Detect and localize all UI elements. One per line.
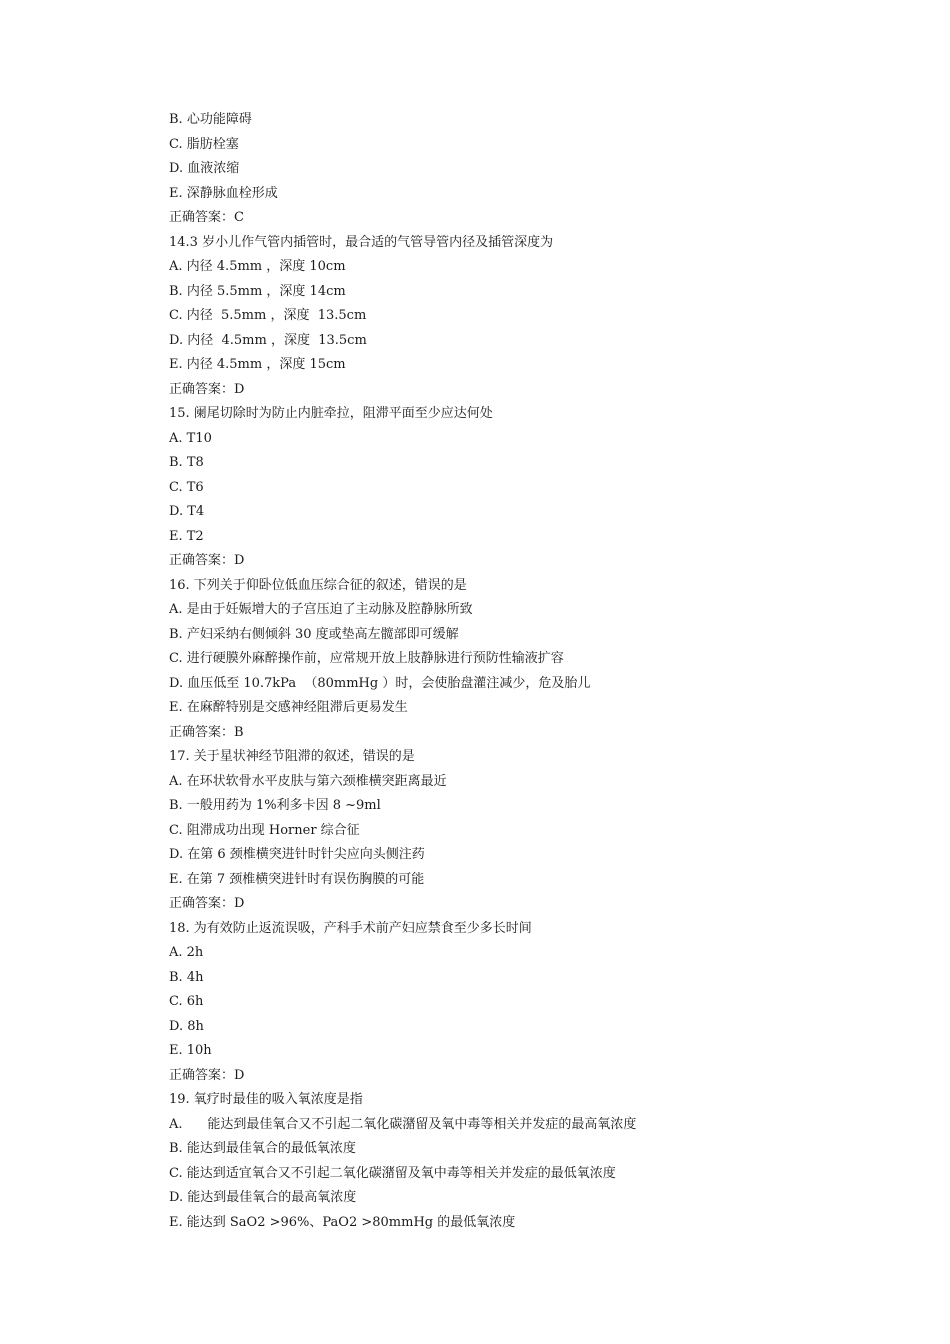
text-line: B. 一般用药为 1%利多卡因 8 ~9ml: [169, 798, 381, 813]
text-line: B. 4h: [169, 969, 204, 985]
text-line: A. 2h: [169, 945, 204, 960]
text-line: 正确答案：C: [169, 210, 244, 225]
text-line: B. 内径 5.5mm ，深度 14cm: [169, 283, 346, 299]
text-line: 正确答案：B: [169, 724, 244, 740]
text-line: E. 深静脉血栓形成: [169, 185, 278, 201]
text-line: E. 能达到 SaO2 >96%、PaO2 >80mmHg 的最低氧浓度: [169, 1214, 516, 1230]
text-line: B. 产妇采纳右侧倾斜 30 度或垫高左髋部即可缓解: [169, 626, 459, 642]
text-line: E. 在第 7 颈椎横突进针时有误伤胸膜的可能: [169, 871, 425, 887]
text-line: A. 内径 4.5mm ，深度 10cm: [169, 259, 346, 274]
text-line: E. 在麻醉特别是交感神经阻滞后更易发生: [169, 700, 408, 715]
text-line: 正确答案：D: [169, 896, 245, 911]
text-line: E. 内径 4.5mm ，深度 15cm: [169, 357, 346, 372]
text-line: C. 阻滞成功出现 Horner 综合征: [169, 822, 360, 838]
text-line: 16. 下列关于仰卧位低血压综合征的叙述，错误的是: [169, 577, 467, 593]
text-line: A. 是由于妊娠增大的子宫压迫了主动脉及腔静脉所致: [169, 602, 473, 617]
text-line: D. T4: [169, 504, 205, 519]
text-body: [169, 108, 889, 1235]
text-line: C. 进行硬膜外麻醉操作前，应常规开放上肢静脉进行预防性输液扩容: [169, 651, 564, 666]
text-line: A. 能达到最佳氧合又不引起二氧化碳潴留及氧中毒等相关并发症的最高氧浓度: [169, 1116, 637, 1132]
text-line: 正确答案：D: [169, 1067, 245, 1083]
text-line: B. 心功能障碍: [169, 112, 252, 127]
text-line: D. 血液浓缩: [169, 161, 240, 176]
text-line: D. 血压低至 10.7kPa （80mmHg ）时，会使胎盘灌注减少，危及胎儿: [169, 675, 591, 691]
text-line: E. T2: [169, 528, 204, 544]
text-line: E. 10h: [169, 1043, 212, 1058]
text-line: C. 能达到适宜氧合又不引起二氧化碳潴留及氧中毒等相关并发症的最低氧浓度: [169, 1165, 616, 1181]
text-line: B. T8: [169, 455, 204, 470]
text-line: C. 脂肪栓塞: [169, 136, 239, 152]
text-line: C. T6: [169, 479, 204, 495]
text-line: 14.3 岁小儿作气管内插管时，最合适的气管导管内径及插管深度为: [169, 234, 554, 250]
text-line: D. 能达到最佳氧合的最高氧浓度: [169, 1190, 357, 1205]
document-page: [169, 108, 889, 1235]
text-line: A. T10: [169, 430, 212, 446]
text-line: A. 在环状软骨水平皮肤与第六颈椎横突距离最近: [169, 773, 447, 789]
text-line: C. 6h: [169, 994, 204, 1009]
text-line: D. 内径 4.5mm ，深度 13.5cm: [169, 332, 367, 348]
text-line: 17. 关于星状神经节阻滞的叙述，错误的是: [169, 749, 415, 764]
text-line: D. 在第 6 颈椎横突进针时针尖应向头侧注药: [169, 847, 425, 862]
text-line: 正确答案：D: [169, 553, 245, 568]
text-line: D. 8h: [169, 1018, 204, 1034]
text-line: 18. 为有效防止返流误吸，产科手术前产妇应禁食至少多长时间: [169, 920, 532, 936]
text-line: B. 能达到最佳氧合的最低氧浓度: [169, 1141, 356, 1156]
text-line: 19. 氧疗时最佳的吸入氧浓度是指: [169, 1092, 363, 1107]
text-line: 15. 阑尾切除时为防止内脏牵拉，阻滞平面至少应达何处: [169, 406, 493, 421]
text-line: C. 内径 5.5mm ，深度 13.5cm: [169, 308, 367, 323]
text-line: 正确答案：D: [169, 381, 245, 397]
